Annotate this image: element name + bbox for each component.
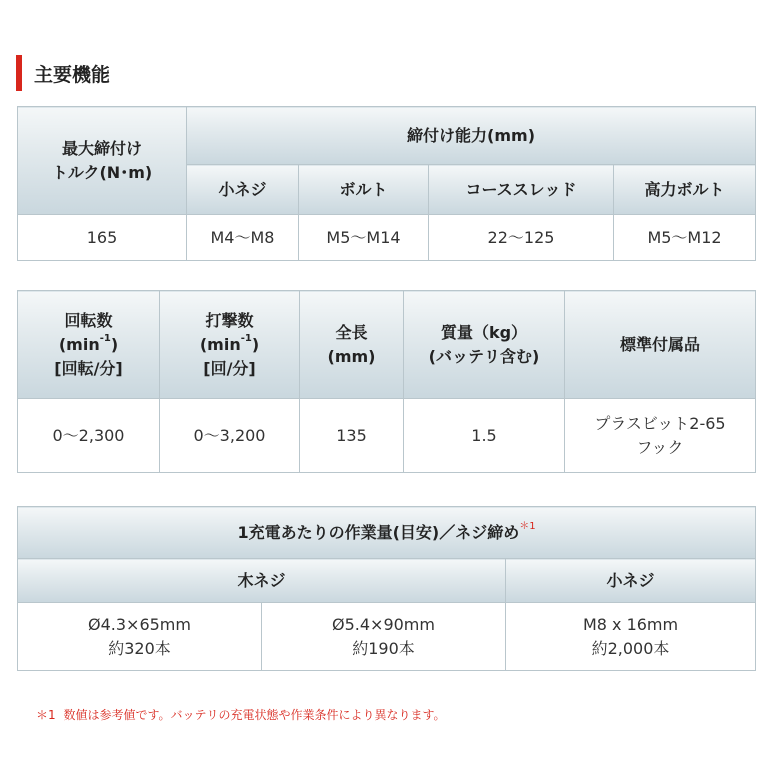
weight-header-line2: (バッテリ含む) [428,346,540,366]
footnote-text: 数値は参考値です。バッテリの充電状態や作業条件により異なります。 [63,708,446,722]
max-torque-header [18,107,187,215]
wood-screw-header: 木ネジ [18,559,506,603]
torque-value: 165 [18,215,187,261]
work-amount-table [17,506,756,671]
rpm-value: 0～2,300 [18,399,160,473]
small-screw-header: 小ネジ [187,165,299,215]
bolt-header: ボルト [299,165,429,215]
impact-header-line1: 打撃数 [205,310,254,330]
accessory-line2: フック [636,437,684,457]
coarse-thread-header: コーススレッド [429,165,614,215]
wood-screw-cell-1 [18,603,262,671]
rpm-header-line1: 回転数 [64,310,113,330]
max-torque-header-line1: 最大締付け [61,138,142,158]
weight-value: 1.5 [404,399,565,473]
weight-header-line1: 質量（kg） [440,322,528,342]
footnote-mark-label: ＊1 [36,708,56,722]
impact-header-line3: [回/分] [203,358,256,378]
screw-size: Ø5.4×90mm [332,614,435,634]
work-amount-title-text: 1充電あたりの作業量(目安)／ネジ締め [237,522,520,542]
torque-capacity-table [17,106,756,261]
small-screw-value: M4～M8 [187,215,299,261]
wood-screw-cell-2 [262,603,506,671]
coarse-thread-value: 22～125 [429,215,614,261]
accessory-value [565,399,756,473]
screw-count: 約2,000本 [591,638,670,658]
screw-size: Ø4.3×65mm [88,614,191,634]
impact-header-line2: $(\min^{-1})$ [199,332,260,354]
spec-table [17,290,756,473]
machine-screw-cell [506,603,756,671]
machine-screw-header: 小ネジ [506,559,756,603]
length-value: 135 [300,399,404,473]
max-torque-header-line2: トルク(N･m) [51,162,153,182]
impact-rate-value: 0～3,200 [160,399,300,473]
length-header-line1: 全長 [335,322,368,342]
section-title: 主要機能 [34,63,111,86]
section-heading [16,55,110,91]
screw-size: M8 x 16mm [582,614,679,634]
heading-accent-bar [16,55,22,91]
work-amount-title [18,507,756,559]
footnote-mark: ＊1 [519,520,536,532]
impact-rate-header [160,291,300,399]
weight-header [404,291,565,399]
capacity-header: 締付け能力(mm) [187,107,756,165]
accessory-header: 標準付属品 [565,291,756,399]
screw-count: 約190本 [352,638,415,658]
screw-count: 約320本 [108,638,171,658]
footnote [36,706,450,723]
bolt-value: M5～M14 [299,215,429,261]
length-header [300,291,404,399]
rpm-header-line2: $(\min^{-1})$ [58,332,119,354]
high-strength-bolt-value: M5～M12 [614,215,756,261]
rpm-header [18,291,160,399]
high-strength-bolt-header: 高力ボルト [614,165,756,215]
length-header-line2: (mm) [327,346,376,366]
accessory-line1: プラスビット2-65 [594,413,726,433]
rpm-header-line3: [回転/分] [54,358,123,378]
